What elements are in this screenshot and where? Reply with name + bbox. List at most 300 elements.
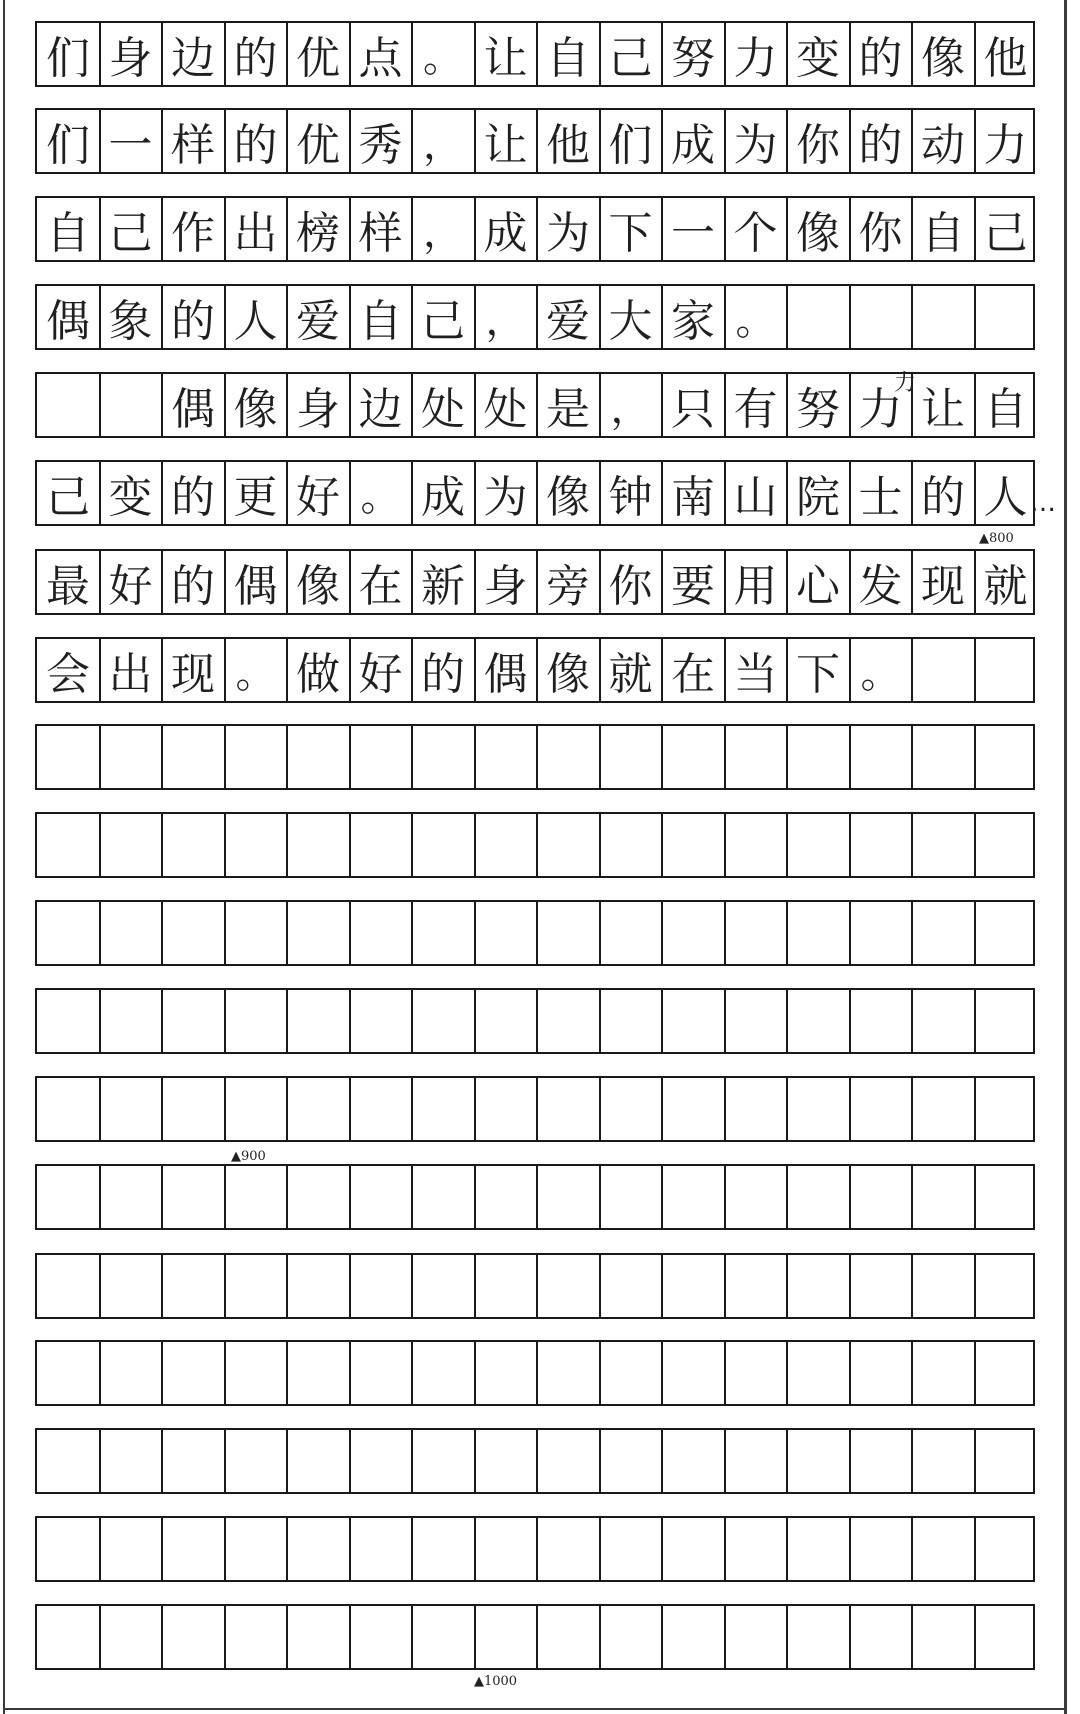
grid-char: 当 [733, 649, 778, 700]
grid-char [975, 1430, 1037, 1492]
grid-char: 成 [421, 472, 465, 523]
grid-char [662, 1606, 724, 1668]
grid-char: 变 [108, 472, 153, 523]
grid-row [35, 1516, 1035, 1582]
word-count-marker-1000: ▲1000 [474, 1674, 518, 1689]
grid-char: 会 [46, 649, 90, 700]
grid-char: 处 [421, 384, 465, 435]
grid-char: 自 [546, 33, 590, 84]
grid-char [37, 726, 99, 788]
grid-char [600, 1166, 662, 1228]
grid-char: 的 [171, 561, 215, 612]
grid-char [537, 1166, 599, 1228]
grid-char: 力 [733, 33, 778, 84]
grid-char: 力 [858, 384, 903, 435]
grid-char: 的 [421, 649, 465, 700]
grid-char: 一 [108, 120, 153, 171]
grid-char [287, 1342, 349, 1404]
grid-char [100, 726, 162, 788]
grid-char: 好 [358, 649, 403, 700]
grid-char: 用 [733, 561, 778, 612]
grid-char: 爱 [296, 296, 340, 347]
grid-char: 成 [483, 208, 528, 259]
grid-char [850, 286, 912, 348]
grid-char [537, 1078, 599, 1140]
grid-char [475, 1518, 537, 1580]
grid-char [350, 1255, 412, 1317]
grid-char [537, 726, 599, 788]
grid-char [412, 990, 474, 1052]
grid-char [475, 1430, 537, 1492]
grid-char [850, 1255, 912, 1317]
grid-char: 南 [671, 472, 715, 523]
grid-char [350, 990, 412, 1052]
grid-char: 大 [608, 296, 653, 347]
grid-char [225, 1606, 287, 1668]
grid-char [100, 374, 162, 436]
grid-char: 就 [983, 561, 1028, 612]
grid-char: 成 [671, 120, 715, 171]
grid-char [287, 1430, 349, 1492]
grid-char [162, 902, 224, 964]
grid-char [850, 902, 912, 964]
grid-char: 让 [483, 33, 528, 84]
grid-char [787, 902, 849, 964]
grid-row [35, 1076, 1035, 1142]
grid-char [600, 990, 662, 1052]
word-count-marker-900: ▲900 [231, 1149, 266, 1164]
grid-char [162, 1518, 224, 1580]
grid-char [787, 1078, 849, 1140]
grid-char [912, 1430, 974, 1492]
grid-char: 样 [358, 208, 403, 259]
grid-char [412, 1078, 474, 1140]
grid-char [912, 1166, 974, 1228]
grid-char [412, 1342, 474, 1404]
grid-row [35, 549, 1035, 615]
grid-row [35, 724, 1035, 790]
grid-char [725, 1255, 787, 1317]
grid-char [725, 1518, 787, 1580]
grid-char [475, 1078, 537, 1140]
grid-char [600, 1430, 662, 1492]
grid-char: 自 [358, 296, 403, 347]
grid-char [475, 902, 537, 964]
grid-char: 现 [921, 561, 965, 612]
grid-char [850, 1518, 912, 1580]
grid-char [912, 286, 974, 348]
grid-char: 自 [921, 208, 965, 259]
insertion-note: 力 [894, 371, 917, 396]
grid-char [100, 1166, 162, 1228]
grid-char [787, 726, 849, 788]
grid-char [725, 1430, 787, 1492]
grid-char [975, 1606, 1037, 1668]
grid-char: 身 [483, 561, 528, 612]
grid-char: 他 [983, 33, 1028, 84]
grid-char: 己 [108, 208, 153, 259]
grid-row [35, 1253, 1035, 1319]
grid-char [412, 902, 474, 964]
grid-char [37, 1255, 99, 1317]
grid-char [850, 814, 912, 876]
grid-char: 下 [608, 208, 653, 259]
grid-char: 们 [46, 120, 90, 171]
grid-char: 出 [233, 208, 278, 259]
grid-char: 让 [921, 384, 965, 435]
grid-char: 的 [171, 472, 215, 523]
grid-char [975, 1166, 1037, 1228]
grid-char [662, 1342, 724, 1404]
grid-char [475, 1255, 537, 1317]
grid-char [975, 726, 1037, 788]
grid-char [850, 1166, 912, 1228]
grid-char [600, 726, 662, 788]
grid-char [162, 990, 224, 1052]
grid-char: 下 [796, 649, 840, 700]
grid-char [37, 814, 99, 876]
grid-char: 的 [171, 296, 215, 347]
grid-char [912, 990, 974, 1052]
grid-char: 处 [483, 384, 528, 435]
grid-char [350, 1430, 412, 1492]
grid-char: 人 [233, 296, 278, 347]
grid-char [162, 1255, 224, 1317]
grid-char [787, 990, 849, 1052]
grid-char: 只 [671, 384, 715, 435]
grid-char: 边 [171, 33, 215, 84]
grid-char: 的 [233, 33, 278, 84]
grid-char: ， [610, 385, 651, 432]
grid-char: 为 [483, 472, 528, 523]
overflow-mark: … [1030, 488, 1057, 518]
grid-char [225, 990, 287, 1052]
grid-char [350, 1078, 412, 1140]
grid-char [725, 814, 787, 876]
grid-char [475, 1166, 537, 1228]
grid-char: 偶 [483, 649, 528, 700]
grid-char [350, 814, 412, 876]
grid-char [100, 1606, 162, 1668]
grid-char [37, 1166, 99, 1228]
grid-char [787, 1606, 849, 1668]
grid-char [912, 1078, 974, 1140]
grid-char [912, 639, 974, 701]
grid-char [475, 990, 537, 1052]
grid-char [662, 726, 724, 788]
grid-char: 边 [358, 384, 403, 435]
grid-char [600, 1342, 662, 1404]
grid-char: 旁 [546, 561, 590, 612]
grid-char [975, 990, 1037, 1052]
grid-row [35, 1604, 1035, 1670]
grid-char: 身 [108, 33, 153, 84]
grid-char [350, 902, 412, 964]
grid-char [37, 1518, 99, 1580]
grid-char [975, 1078, 1037, 1140]
grid-char [37, 990, 99, 1052]
grid-char: 有 [733, 384, 778, 435]
grid-char: 山 [733, 472, 778, 523]
grid-char: 们 [46, 33, 90, 84]
grid-char [100, 1255, 162, 1317]
grid-char [537, 1430, 599, 1492]
grid-char: 。 [860, 650, 901, 697]
grid-char: 要 [671, 561, 715, 612]
grid-char [912, 1518, 974, 1580]
grid-char: 就 [608, 649, 653, 700]
grid-char [225, 1166, 287, 1228]
grid-char: 身 [296, 384, 340, 435]
grid-char: 的 [921, 472, 965, 523]
grid-char: ， [423, 121, 463, 168]
grid-char: 。 [360, 473, 401, 520]
grid-char [662, 1255, 724, 1317]
grid-char: 动 [921, 120, 965, 171]
grid-char [912, 726, 974, 788]
grid-char: 像 [546, 649, 590, 700]
grid-char [37, 1606, 99, 1668]
grid-char: 他 [546, 120, 590, 171]
grid-char [600, 902, 662, 964]
grid-char [662, 1166, 724, 1228]
grid-char: 一 [671, 208, 715, 259]
grid-char: 的 [858, 120, 903, 171]
grid-char: 的 [233, 120, 278, 171]
grid-char [100, 1078, 162, 1140]
page-border-bottom [3, 1708, 1067, 1710]
grid-char [225, 1255, 287, 1317]
grid-row [35, 812, 1035, 878]
grid-char [225, 1430, 287, 1492]
grid-char [162, 1166, 224, 1228]
grid-char: 秀 [358, 120, 403, 171]
grid-row [35, 637, 1035, 703]
grid-char [162, 1078, 224, 1140]
grid-char: 自 [983, 384, 1028, 435]
grid-char [787, 1430, 849, 1492]
grid-char [100, 1430, 162, 1492]
grid-char [37, 902, 99, 964]
grid-char [850, 990, 912, 1052]
grid-char: 己 [983, 208, 1028, 259]
grid-char [37, 1342, 99, 1404]
grid-char [787, 1255, 849, 1317]
grid-char: 更 [233, 472, 278, 523]
grid-char: 像 [296, 561, 340, 612]
grid-row [35, 988, 1035, 1054]
grid-char [225, 1078, 287, 1140]
grid-char: 优 [296, 120, 340, 171]
grid-char [225, 1518, 287, 1580]
grid-char [725, 990, 787, 1052]
grid-char: 士 [858, 472, 903, 523]
grid-char [225, 1342, 287, 1404]
grid-char [412, 1606, 474, 1668]
grid-char [975, 1255, 1037, 1317]
grid-char [287, 1518, 349, 1580]
grid-char [412, 814, 474, 876]
grid-char [412, 1255, 474, 1317]
grid-char: 力 [983, 120, 1028, 171]
grid-char: 己 [421, 296, 465, 347]
grid-char [725, 902, 787, 964]
grid-char [975, 286, 1037, 348]
grid-char [100, 1518, 162, 1580]
grid-char: 在 [671, 649, 715, 700]
grid-row [35, 1164, 1035, 1230]
grid-char: 己 [46, 472, 90, 523]
grid-char: 像 [546, 472, 590, 523]
grid-char [537, 1255, 599, 1317]
grid-char [850, 1342, 912, 1404]
grid-char: 好 [296, 472, 340, 523]
grid-char: 努 [796, 384, 840, 435]
grid-char [350, 1342, 412, 1404]
grid-char: 院 [796, 472, 840, 523]
grid-char: 你 [608, 561, 653, 612]
grid-row [35, 196, 1035, 262]
grid-row [35, 1340, 1035, 1406]
grid-char: 样 [171, 120, 215, 171]
grid-char: 让 [483, 120, 528, 171]
grid-char [37, 374, 99, 436]
grid-char [100, 990, 162, 1052]
grid-char: 人 [983, 472, 1028, 523]
page-border-right [1064, 0, 1067, 1714]
grid-char: 个 [733, 208, 778, 259]
grid-char [350, 1518, 412, 1580]
grid-char: 出 [108, 649, 153, 700]
grid-row [35, 460, 1035, 526]
grid-char [600, 1606, 662, 1668]
grid-char [725, 1166, 787, 1228]
grid-char [725, 726, 787, 788]
grid-row [35, 21, 1035, 87]
grid-char: 点 [358, 33, 403, 84]
grid-row [35, 900, 1035, 966]
grid-char [975, 1518, 1037, 1580]
grid-char [975, 814, 1037, 876]
grid-char [912, 1342, 974, 1404]
grid-char: 偶 [171, 384, 215, 435]
grid-char [912, 902, 974, 964]
grid-row [35, 108, 1035, 174]
grid-char: 心 [796, 561, 840, 612]
grid-char [350, 726, 412, 788]
grid-char: 为 [733, 120, 778, 171]
grid-char [912, 814, 974, 876]
grid-char [725, 1606, 787, 1668]
grid-char [287, 1606, 349, 1668]
grid-char: 新 [421, 561, 465, 612]
grid-char [162, 1342, 224, 1404]
grid-char [975, 902, 1037, 964]
grid-char [662, 814, 724, 876]
grid-char [725, 1342, 787, 1404]
grid-char [287, 990, 349, 1052]
grid-char: 发 [858, 561, 903, 612]
grid-char [100, 902, 162, 964]
grid-char: 你 [796, 120, 840, 171]
grid-char: 家 [671, 296, 715, 347]
grid-char: 自 [46, 208, 90, 259]
grid-char [662, 1078, 724, 1140]
grid-char: 己 [608, 33, 653, 84]
grid-char: 优 [296, 33, 340, 84]
grid-char: 偶 [233, 561, 278, 612]
grid-char: ， [485, 297, 526, 344]
grid-char [287, 902, 349, 964]
grid-char [787, 1342, 849, 1404]
grid-char: 现 [171, 649, 215, 700]
grid-char: 。 [423, 34, 463, 81]
grid-char: 你 [858, 208, 903, 259]
grid-char [725, 1078, 787, 1140]
grid-char [475, 1606, 537, 1668]
grid-char [100, 1342, 162, 1404]
grid-char: 像 [233, 384, 278, 435]
grid-char: 好 [108, 561, 153, 612]
grid-char [850, 1078, 912, 1140]
grid-char [850, 1606, 912, 1668]
grid-char [787, 814, 849, 876]
grid-char: 偶 [46, 296, 90, 347]
grid-row [35, 284, 1035, 350]
grid-char [412, 1166, 474, 1228]
grid-char: 像 [921, 33, 965, 84]
grid-char [287, 814, 349, 876]
grid-char [850, 1430, 912, 1492]
grid-char [475, 1342, 537, 1404]
grid-char [412, 1518, 474, 1580]
grid-char: 榜 [296, 208, 340, 259]
grid-char [287, 1078, 349, 1140]
grid-char [475, 814, 537, 876]
grid-char: 的 [858, 33, 903, 84]
grid-char [662, 902, 724, 964]
word-count-marker-800: ▲800 [979, 531, 1014, 546]
grid-char [475, 726, 537, 788]
grid-char [912, 1255, 974, 1317]
grid-char [412, 1430, 474, 1492]
grid-char [225, 726, 287, 788]
grid-char [600, 814, 662, 876]
grid-char: 做 [296, 649, 340, 700]
grid-char [350, 1606, 412, 1668]
grid-char: ， [423, 209, 463, 256]
grid-char [787, 1166, 849, 1228]
grid-char: 是 [546, 384, 590, 435]
page-border-left [3, 0, 5, 1714]
grid-char [912, 1606, 974, 1668]
grid-char [225, 814, 287, 876]
grid-char: 为 [546, 208, 590, 259]
grid-char [37, 1078, 99, 1140]
grid-char [100, 814, 162, 876]
grid-char [537, 1342, 599, 1404]
grid-row [35, 1428, 1035, 1494]
grid-char [537, 1518, 599, 1580]
grid-char: 钟 [608, 472, 653, 523]
grid-char [600, 1255, 662, 1317]
grid-char [287, 726, 349, 788]
grid-char [787, 1518, 849, 1580]
grid-char: 变 [796, 33, 840, 84]
grid-char: 爱 [546, 296, 590, 347]
grid-char [537, 1606, 599, 1668]
grid-char [162, 814, 224, 876]
